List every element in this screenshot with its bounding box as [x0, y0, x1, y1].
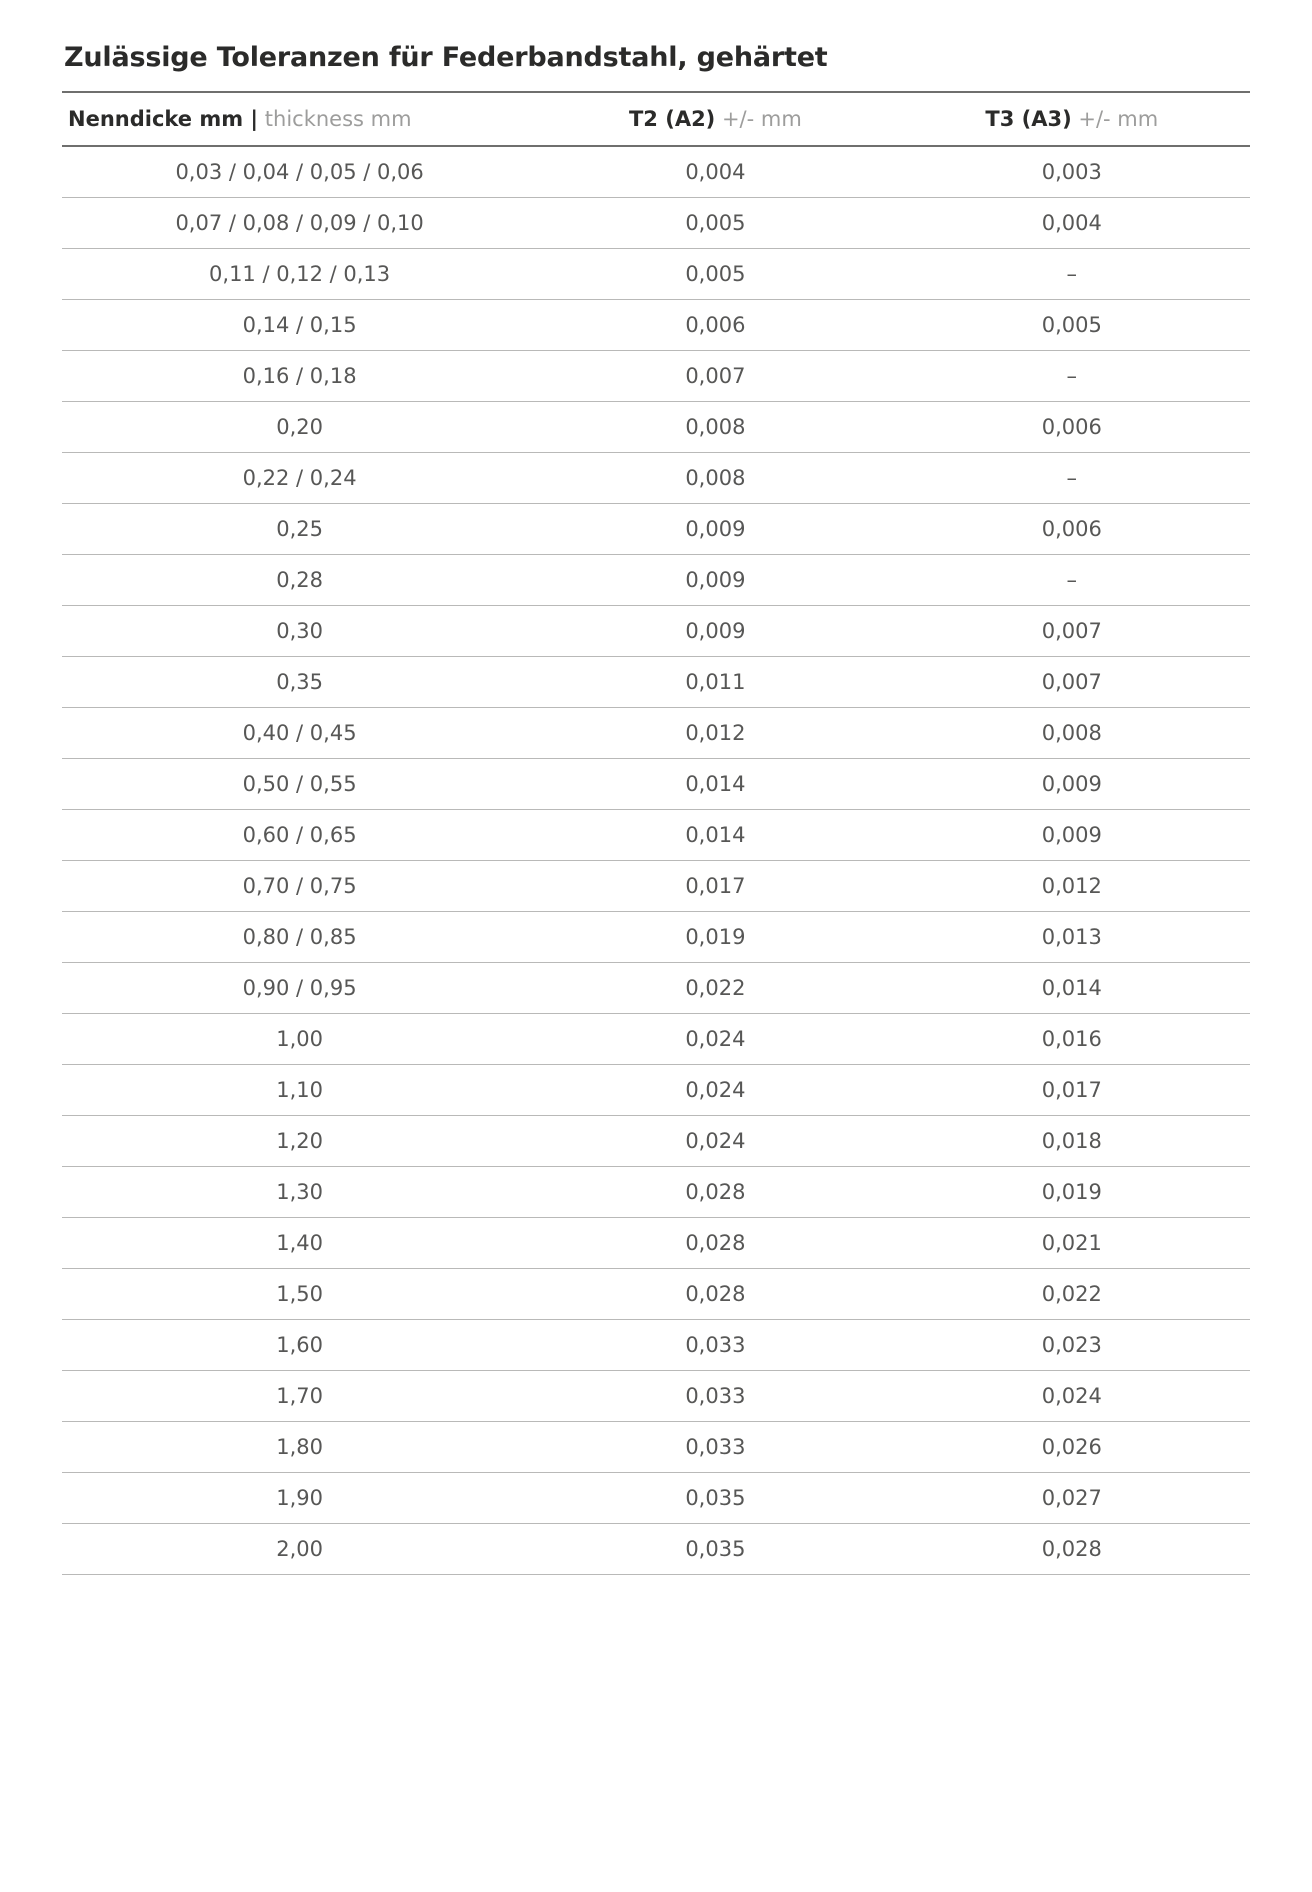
cell-t3: 0,023 — [894, 1320, 1250, 1371]
cell-nominal-thickness: 0,70 / 0,75 — [62, 861, 537, 912]
column-header-nominal-thickness — [62, 92, 537, 146]
cell-nominal-thickness: 0,25 — [62, 504, 537, 555]
cell-t2: 0,028 — [537, 1167, 893, 1218]
cell-t2: 0,011 — [537, 657, 893, 708]
cell-nominal-thickness: 0,16 / 0,18 — [62, 351, 537, 402]
cell-t3: 0,008 — [894, 708, 1250, 759]
table-row — [62, 146, 1250, 198]
table-row — [62, 504, 1250, 555]
cell-t2: 0,022 — [537, 963, 893, 1014]
cell-nominal-thickness: 1,90 — [62, 1473, 537, 1524]
cell-nominal-thickness: 0,80 / 0,85 — [62, 912, 537, 963]
cell-nominal-thickness: 0,90 / 0,95 — [62, 963, 537, 1014]
table-row — [62, 657, 1250, 708]
cell-t2: 0,024 — [537, 1065, 893, 1116]
cell-t2: 0,024 — [537, 1014, 893, 1065]
cell-nominal-thickness: 0,11 / 0,12 / 0,13 — [62, 249, 537, 300]
cell-t3: – — [894, 555, 1250, 606]
table-row — [62, 1473, 1250, 1524]
table-row — [62, 1422, 1250, 1473]
cell-t2: 0,005 — [537, 198, 893, 249]
cell-t3: 0,006 — [894, 402, 1250, 453]
column-header-t2-light: +/- mm — [715, 107, 802, 131]
cell-t2: 0,033 — [537, 1422, 893, 1473]
cell-nominal-thickness: 2,00 — [62, 1524, 537, 1575]
cell-t2: 0,009 — [537, 504, 893, 555]
cell-nominal-thickness: 1,30 — [62, 1167, 537, 1218]
cell-t2: 0,008 — [537, 402, 893, 453]
cell-nominal-thickness: 1,10 — [62, 1065, 537, 1116]
cell-nominal-thickness: 0,40 / 0,45 — [62, 708, 537, 759]
table-row — [62, 1014, 1250, 1065]
table-row — [62, 810, 1250, 861]
table-row — [62, 1116, 1250, 1167]
cell-t2: 0,012 — [537, 708, 893, 759]
page-title: Zulässige Toleranzen für Federbandstahl, gehärtet — [64, 42, 828, 73]
cell-t3: 0,026 — [894, 1422, 1250, 1473]
cell-t3: – — [894, 351, 1250, 402]
cell-t3: 0,012 — [894, 861, 1250, 912]
cell-t2: 0,033 — [537, 1371, 893, 1422]
cell-t2: 0,014 — [537, 810, 893, 861]
cell-t3: 0,003 — [894, 146, 1250, 198]
table-row — [62, 351, 1250, 402]
column-header-t2 — [537, 92, 893, 146]
cell-t3: 0,005 — [894, 300, 1250, 351]
cell-t3: 0,024 — [894, 1371, 1250, 1422]
table-header — [62, 92, 1250, 146]
cell-t2: 0,008 — [537, 453, 893, 504]
cell-t3: 0,028 — [894, 1524, 1250, 1575]
table-row — [62, 861, 1250, 912]
cell-nominal-thickness: 1,20 — [62, 1116, 537, 1167]
cell-t3: 0,006 — [894, 504, 1250, 555]
cell-nominal-thickness: 1,00 — [62, 1014, 537, 1065]
cell-t2: 0,024 — [537, 1116, 893, 1167]
cell-t3: 0,017 — [894, 1065, 1250, 1116]
cell-t2: 0,035 — [537, 1473, 893, 1524]
column-header-t3-light: +/- mm — [1071, 107, 1159, 131]
cell-t2: 0,017 — [537, 861, 893, 912]
table-row — [62, 1065, 1250, 1116]
table-row — [62, 759, 1250, 810]
cell-nominal-thickness: 1,40 — [62, 1218, 537, 1269]
cell-t3: – — [894, 249, 1250, 300]
table-row — [62, 708, 1250, 759]
cell-t2: 0,019 — [537, 912, 893, 963]
column-header-nominal-thickness-strong: Nenndicke mm | — [68, 107, 259, 131]
cell-t3: 0,007 — [894, 606, 1250, 657]
cell-t3: 0,018 — [894, 1116, 1250, 1167]
cell-t2: 0,009 — [537, 606, 893, 657]
cell-t3: 0,022 — [894, 1269, 1250, 1320]
table-row — [62, 963, 1250, 1014]
cell-nominal-thickness: 0,03 / 0,04 / 0,05 / 0,06 — [62, 146, 537, 198]
cell-t2: 0,004 — [537, 146, 893, 198]
table-row — [62, 1167, 1250, 1218]
cell-t3: 0,004 — [894, 198, 1250, 249]
cell-nominal-thickness: 1,80 — [62, 1422, 537, 1473]
cell-t3: 0,016 — [894, 1014, 1250, 1065]
cell-nominal-thickness: 0,60 / 0,65 — [62, 810, 537, 861]
cell-nominal-thickness: 1,50 — [62, 1269, 537, 1320]
table-row — [62, 1524, 1250, 1575]
cell-nominal-thickness: 0,50 / 0,55 — [62, 759, 537, 810]
cell-t3: – — [894, 453, 1250, 504]
table-row — [62, 198, 1250, 249]
table-header-row — [62, 92, 1250, 146]
cell-t3: 0,009 — [894, 810, 1250, 861]
table-row — [62, 1320, 1250, 1371]
cell-t3: 0,009 — [894, 759, 1250, 810]
cell-t3: 0,021 — [894, 1218, 1250, 1269]
cell-t2: 0,014 — [537, 759, 893, 810]
cell-nominal-thickness: 0,22 / 0,24 — [62, 453, 537, 504]
cell-nominal-thickness: 1,60 — [62, 1320, 537, 1371]
table-row — [62, 1371, 1250, 1422]
cell-t2: 0,009 — [537, 555, 893, 606]
table-row — [62, 606, 1250, 657]
cell-t2: 0,028 — [537, 1269, 893, 1320]
table-row — [62, 555, 1250, 606]
table-body — [62, 146, 1250, 1575]
cell-nominal-thickness: 0,35 — [62, 657, 537, 708]
cell-t2: 0,033 — [537, 1320, 893, 1371]
cell-t3: 0,013 — [894, 912, 1250, 963]
cell-t2: 0,007 — [537, 351, 893, 402]
tolerance-table — [62, 91, 1250, 1575]
table-row — [62, 912, 1250, 963]
column-header-t3 — [894, 92, 1250, 146]
cell-t3: 0,014 — [894, 963, 1250, 1014]
cell-t3: 0,019 — [894, 1167, 1250, 1218]
column-header-nominal-thickness-light: thickness mm — [258, 107, 412, 131]
table-row — [62, 1218, 1250, 1269]
column-header-t3-strong: T3 (A3) — [985, 107, 1072, 131]
cell-t2: 0,005 — [537, 249, 893, 300]
table-row — [62, 402, 1250, 453]
cell-nominal-thickness: 0,07 / 0,08 / 0,09 / 0,10 — [62, 198, 537, 249]
cell-t2: 0,035 — [537, 1524, 893, 1575]
table-row — [62, 249, 1250, 300]
cell-t2: 0,006 — [537, 300, 893, 351]
cell-t3: 0,007 — [894, 657, 1250, 708]
cell-nominal-thickness: 0,30 — [62, 606, 537, 657]
table-row — [62, 1269, 1250, 1320]
cell-nominal-thickness: 0,20 — [62, 402, 537, 453]
column-header-t2-strong: T2 (A2) — [628, 107, 716, 131]
cell-t3: 0,027 — [894, 1473, 1250, 1524]
table-row — [62, 300, 1250, 351]
table-row — [62, 453, 1250, 504]
cell-nominal-thickness: 0,14 / 0,15 — [62, 300, 537, 351]
cell-t2: 0,028 — [537, 1218, 893, 1269]
cell-nominal-thickness: 1,70 — [62, 1371, 537, 1422]
cell-nominal-thickness: 0,28 — [62, 555, 537, 606]
